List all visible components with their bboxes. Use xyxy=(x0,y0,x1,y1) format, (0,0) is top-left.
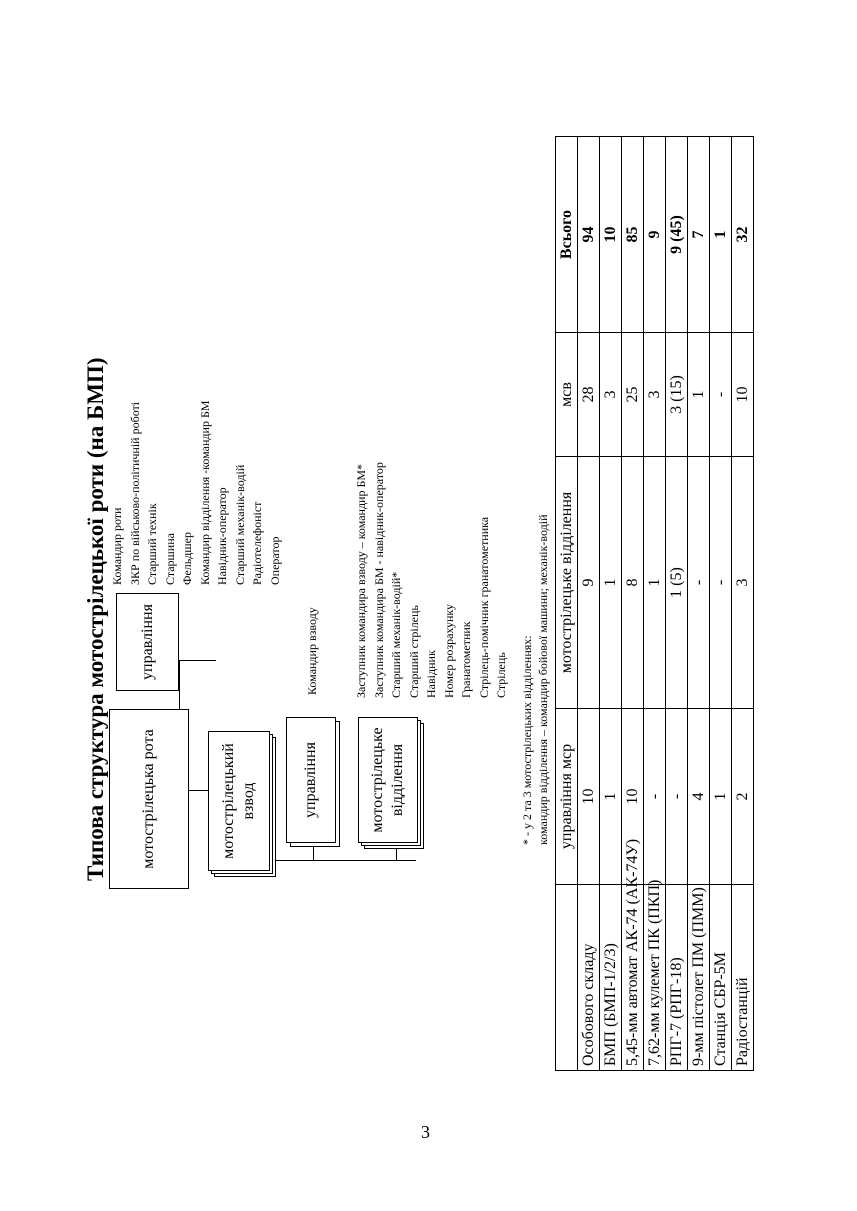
cell-platoon: 10 xyxy=(732,333,754,457)
squad-box: мотострілецьке відділення xyxy=(358,717,418,843)
cell-company-control: 2 xyxy=(732,709,754,885)
company-staff-item: Командир відділення -командир БМ xyxy=(197,400,212,585)
cell-total: 9 xyxy=(644,137,666,333)
cell-squad: - xyxy=(688,457,710,709)
page-title: Типова структура мотострілецької роти (на БМП) xyxy=(83,357,108,881)
cell-platoon: 3 xyxy=(644,333,666,457)
cell-squad: 3 xyxy=(732,457,754,709)
table-row xyxy=(622,137,644,1071)
cell-total: 32 xyxy=(732,137,754,333)
cell-platoon: - xyxy=(710,333,732,457)
table-header-cell: Всього xyxy=(556,137,578,333)
squad-staff-item: Стрілець-помічник гранатометника xyxy=(476,516,491,698)
table-row xyxy=(666,137,688,1071)
squad-staff-item: Гранатометник xyxy=(459,621,473,698)
company-staff-item: Командир роти xyxy=(110,507,124,585)
cell-company-control: 1 xyxy=(600,709,622,885)
cell-platoon: 28 xyxy=(578,333,600,457)
table-row xyxy=(644,137,666,1071)
connector-platoon-bracket xyxy=(276,860,416,861)
company-staff-list xyxy=(109,400,284,585)
platoon-staff-item: Командир взводу xyxy=(305,607,319,695)
rotated-landscape-content xyxy=(79,101,759,1081)
squad-staff-item: Заступник командира БМ - навідник-оператор xyxy=(371,462,386,698)
squad-staff-item: Старший механік-водій* xyxy=(389,571,403,698)
row-label: Особового складу xyxy=(578,885,600,1071)
company-staff-item: Навідник-оператор xyxy=(215,487,229,585)
cell-squad: 9 xyxy=(578,457,600,709)
platoon-staff-list xyxy=(304,607,322,695)
cell-platoon: 3 (15) xyxy=(666,333,688,457)
table-row xyxy=(688,137,710,1071)
row-label: 7,62-мм кулемет ПК (ПКП) xyxy=(644,885,666,1071)
footnote-line-2: командир відділення – командир бойової машини; механік-водій xyxy=(536,514,550,845)
cell-total: 9 (45) xyxy=(666,137,688,333)
squad-staff-item: Номер розрахунку xyxy=(441,603,456,698)
row-label: Радіостанцій xyxy=(732,885,754,1071)
company-staff-item: Фельдшер xyxy=(180,532,194,585)
cell-company-control: 10 xyxy=(622,709,644,885)
platoon-box: мотострілецький взвод xyxy=(208,731,270,871)
cell-platoon: 1 xyxy=(688,333,710,457)
cell-total: 1 xyxy=(710,137,732,333)
platoon-control-box: управління xyxy=(286,717,336,843)
company-staff-item: Старшина xyxy=(162,533,177,585)
table-row xyxy=(600,137,622,1071)
company-box: мотострілецька рота xyxy=(109,709,189,889)
connector-company-control xyxy=(179,660,216,661)
company-staff-item: Радіотелефоніст xyxy=(250,501,264,585)
squad-staff-item: Навідник xyxy=(424,650,438,698)
cell-squad: 1 xyxy=(600,457,622,709)
company-staff-item: Старший механік-водій xyxy=(232,464,247,585)
cell-squad: - xyxy=(710,457,732,709)
company-staff-item: ЗКР по військово-політичній роботі xyxy=(127,401,142,585)
table-row xyxy=(578,137,600,1071)
table-header-cell xyxy=(556,885,578,1071)
connector-platoon-control xyxy=(313,847,314,861)
cell-company-control: 4 xyxy=(688,709,710,885)
cell-squad: 8 xyxy=(622,457,644,709)
equipment-table xyxy=(555,136,754,1071)
cell-squad: 1 (5) xyxy=(666,457,688,709)
connector-company-platoon xyxy=(189,790,209,791)
row-label: БМП (БМП-1/2/3) xyxy=(600,885,622,1071)
footnote-line-1: * - у 2 та 3 мотострілецьких відділеннях: xyxy=(520,635,534,845)
cell-company-control: 1 xyxy=(710,709,732,885)
row-label: 5,45-мм автомат АК-74 (АК-74У) xyxy=(622,885,644,1071)
table-header-cell: мотострілецьке відділення xyxy=(556,457,578,709)
squad-staff-list xyxy=(353,462,511,698)
table-header-cell: мсв xyxy=(556,333,578,457)
footnote xyxy=(519,514,551,845)
squad-staff-item: Стрілець xyxy=(494,652,508,698)
cell-company-control: 10 xyxy=(578,709,600,885)
row-label: РПГ-7 (РПГ-18) xyxy=(666,885,688,1071)
table-row xyxy=(732,137,754,1071)
cell-total: 85 xyxy=(622,137,644,333)
table-header-row xyxy=(556,137,578,1071)
cell-platoon: 25 xyxy=(622,333,644,457)
cell-total: 7 xyxy=(688,137,710,333)
squad-staff-item: Заступник командира взводу – командир БМ* xyxy=(354,463,368,698)
company-staff-item: Оператор xyxy=(267,536,282,585)
connector-platoon-squad xyxy=(396,847,397,861)
squad-staff-item: Старший стрілець xyxy=(406,605,421,698)
table-row xyxy=(710,137,732,1071)
company-staff-item: Старший технік xyxy=(145,503,159,585)
connector-company-control-h xyxy=(179,661,180,709)
table-header-cell: управління мср xyxy=(556,709,578,885)
cell-squad: 1 xyxy=(644,457,666,709)
cell-total: 94 xyxy=(578,137,600,333)
cell-total: 10 xyxy=(600,137,622,333)
row-label: Станція СБР-5М xyxy=(710,885,732,1071)
page-number: 3 xyxy=(421,1122,430,1142)
company-control-box: управління xyxy=(116,593,179,691)
cell-company-control: - xyxy=(666,709,688,885)
cell-company-control: - xyxy=(644,709,666,885)
cell-platoon: 3 xyxy=(600,333,622,457)
row-label: 9-мм пістолет ПМ (ПММ) xyxy=(688,885,710,1071)
